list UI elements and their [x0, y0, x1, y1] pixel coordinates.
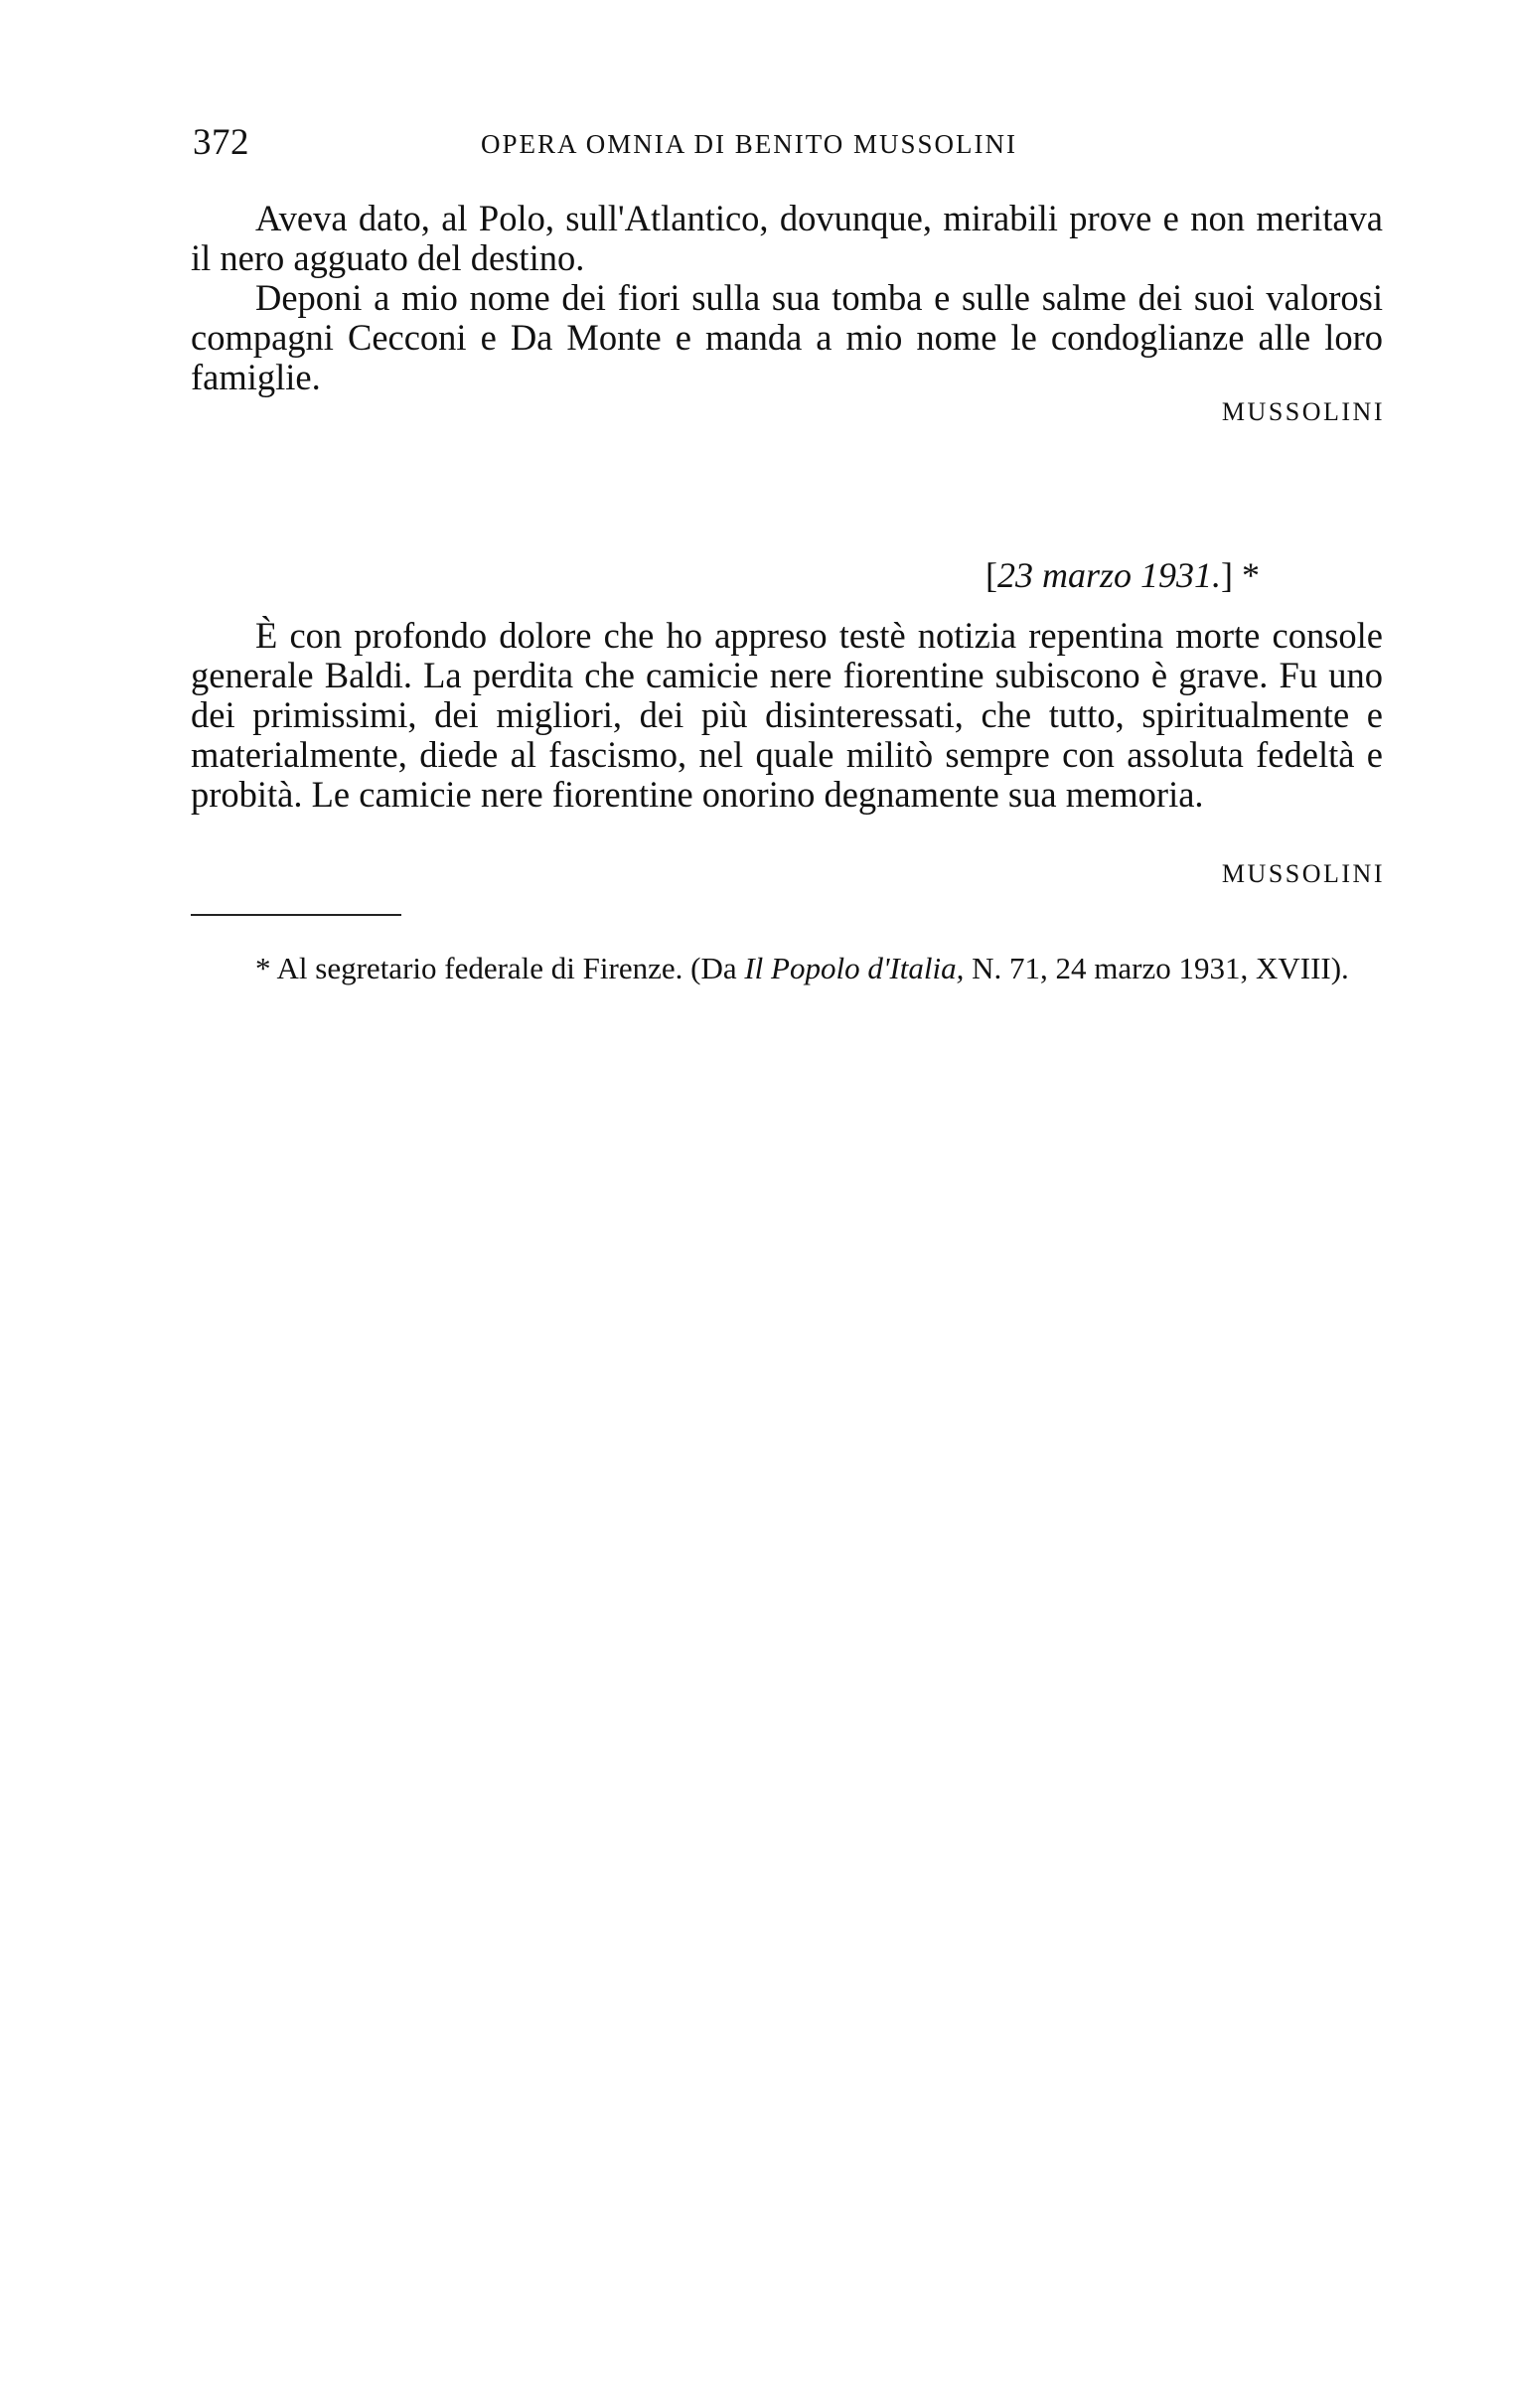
message-2-body [191, 616, 1383, 815]
footnote-divider [191, 914, 401, 916]
message-1-signature: MUSSOLINI [1221, 397, 1385, 426]
message-1-body [191, 199, 1383, 397]
message-2-signature: MUSSOLINI [1221, 859, 1385, 888]
page-number: 372 [193, 122, 249, 163]
footnote [191, 949, 1383, 988]
page-header [193, 121, 1385, 171]
message-2-paragraph: È con profondo dolore che ho appreso testè notizia repentina morte console generale Baldi. La perdita che camicie nere fiorentine subiscono è grave. Fu uno dei primissimi, dei migliori, dei più disinteressati, che tutto, spiritualmente e materialmente, diede al fascismo, nel quale militò sempre con assoluta fedeltà e probità. Le camicie nere fiorentine onorino degnamente sua memoria. [191, 615, 1383, 815]
message-2-date: 23 marzo 1931. [997, 555, 1222, 595]
message-1-paragraph-2: Deponi a mio nome dei fiori sulla sua tomba e sulle salme dei suoi valorosi compagni Cecconi e Da Monte e manda a mio nome le condoglianze alle loro famiglie. [191, 277, 1383, 397]
footnote-suffix: N. 71, 24 marzo 1931, XVIII). [964, 951, 1349, 985]
footnote-source-title: Il Popolo d'Italia, [744, 951, 965, 985]
message-1-paragraph-1: Aveva dato, al Polo, sull'Atlantico, dovunque, mirabili prove e non meritava il nero agguato del destino. [191, 198, 1383, 278]
running-title: OPERA OMNIA DI BENITO MUSSOLINI [481, 129, 1018, 159]
footnote-prefix: * Al segretario federale di Firenze. (Da [255, 951, 745, 985]
footnote-text [191, 949, 1383, 988]
date-bracket-open: [ [985, 555, 997, 595]
date-bracket-close: ] * [1221, 555, 1261, 595]
message-2-dateline [985, 554, 1260, 596]
